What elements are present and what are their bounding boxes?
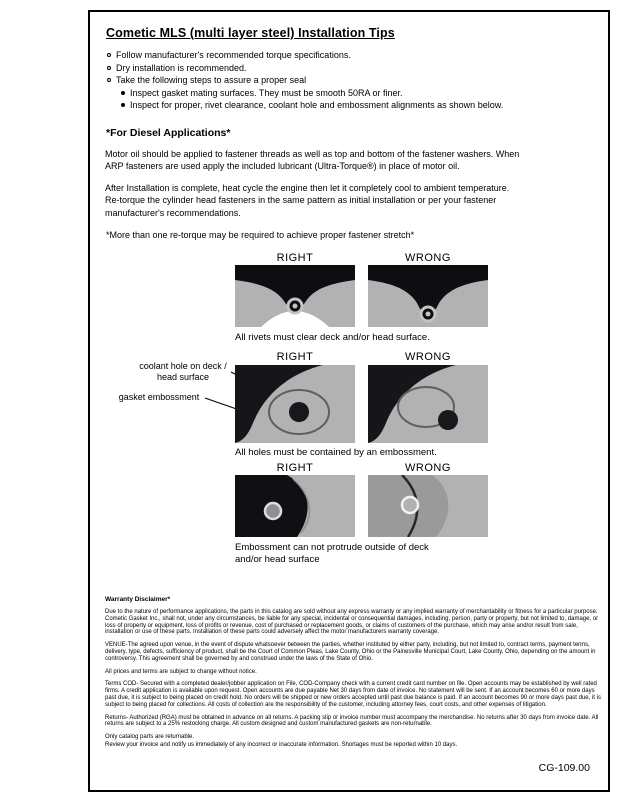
coolant-hole-label: coolant hole on deck / head surface bbox=[139, 361, 227, 382]
circle-bullet-icon bbox=[107, 78, 111, 82]
sub-tip-item bbox=[121, 87, 600, 100]
retorque-note: *More than one re-torque may be required to achieve proper fastener stretch* bbox=[106, 230, 415, 240]
embossment-protrusion-wrong-diagram bbox=[368, 475, 488, 537]
row3-caption-line1: Embossment can not protrude outside of deck bbox=[235, 542, 429, 553]
diesel-paragraph-2: After Installation is complete, heat cycle the engine then let it completely cool to ambient temperature. Re-torque the cylinder head fasteners in the same pattern as initial installation or per your fastener manufacturer's recommendations. bbox=[105, 182, 510, 218]
embossment-containment-right-diagram bbox=[235, 365, 355, 443]
wrong-header-row3: WRONG bbox=[405, 462, 451, 474]
tip-item bbox=[107, 62, 600, 75]
row1-caption: All rivets must clear deck and/or head surface. bbox=[235, 332, 430, 343]
diesel-paragraph-1: Motor oil should be applied to fastener threads as well as top and bottom of the fastener washers. When ARP fasteners are used apply the included lubricant (Ultra-Torque®) in place of motor oil. bbox=[105, 148, 520, 171]
right-header-row1: RIGHT bbox=[276, 252, 314, 264]
row3-caption-line2: and/or head surface bbox=[235, 554, 320, 565]
circle-bullet-icon bbox=[107, 66, 111, 70]
dot-bullet-icon bbox=[121, 103, 125, 107]
sub-tip-text: Inspect for proper, rivet clearance, coolant hole and embossment alignments as shown below. bbox=[130, 100, 504, 110]
tip-text: Follow manufacturer's recommended torque specifications. bbox=[116, 50, 351, 60]
warranty-paragraph: Terms COD- Secured with a completed dealer/jobber application on File, COD-Company check with a current credit card number on file. Open accounts may be established by well rated firms. A credit application is available upon request. Open accounts are due payable Net 30 days from date of invoice. No statement will be sent. If an account becomes 60 or more days past due, it is subject to being placed on credit hold. No orders will be shipped or new orders accepted until past due balance is paid. If an account becomes 90 or more days past due, it is subject to being placed for collections. All costs of collection are the responsibility of the customer, including attorney fees, court costs, and other expenses of litigation. bbox=[105, 681, 601, 708]
warranty-section bbox=[105, 596, 605, 749]
dot-bullet-icon bbox=[121, 91, 125, 95]
sub-tip-item bbox=[121, 99, 600, 112]
page-frame bbox=[88, 10, 610, 792]
sub-tip-text: Inspect gasket mating surfaces. They must be smooth 50RA or finer. bbox=[130, 87, 403, 98]
right-header-row2: RIGHT bbox=[276, 351, 314, 363]
page-title: Cometic MLS (multi layer steel) Installation Tips bbox=[106, 26, 395, 40]
diagram-section bbox=[105, 250, 600, 572]
page-code: CG-109.00 bbox=[538, 762, 590, 774]
warranty-paragraph: Only catalog parts are returnable. bbox=[105, 734, 195, 741]
warranty-paragraph: Due to the nature of performance applications, the parts in this catalog are sold without any express warranty or any implied warranty of merchantability or fitness for a particular purpose. Cometic Gasket Inc., shall not, under any circumstances, be liable for any special, incidental or consequential damages, including, person, party or property, but not limited to, damage, or loss of property or equipment, loss of profits or revenue, cost of purchased or replacement goods, or claims of customers of the purchase, which may arise and/or result from sale, installation or use of these parts. Installation of these parts could adversely affect the motor manufacturers warranty coverage. bbox=[105, 609, 599, 636]
warranty-paragraph: Review your invoice and notify us immediately of any incorrect or inaccurate information. Shortages must be reported within 10 days. bbox=[105, 741, 458, 748]
gasket-embossment-label: gasket embossment bbox=[118, 392, 200, 402]
diesel-applications-heading: *For Diesel Applications* bbox=[106, 126, 231, 139]
rivet-clearance-wrong-diagram bbox=[368, 265, 488, 327]
tip-text: Dry installation is recommended. bbox=[116, 62, 247, 73]
tip-item bbox=[107, 74, 600, 87]
embossment-containment-wrong-diagram bbox=[368, 365, 488, 443]
right-header-row3: RIGHT bbox=[276, 462, 314, 474]
circle-bullet-icon bbox=[107, 53, 111, 57]
warranty-heading: Warranty Disclaimer* bbox=[105, 596, 171, 603]
tip-item bbox=[107, 49, 600, 62]
wrong-header-row2: WRONG bbox=[405, 351, 451, 363]
warranty-paragraph: Returns- Authorized (RGA) must be obtained in advance on all returns. A packing slip or invoice number must accompany the merchandise. No returns after 30 days from invoice date. All returns are subject to a 25% restocking charge. All custom designed and custom manufactured gaskets are non-returnable. bbox=[105, 714, 599, 728]
tips-list bbox=[107, 49, 600, 112]
row2-caption: All holes must be contained by an embossment. bbox=[235, 447, 437, 458]
tip-text: Take the following steps to assure a proper seal bbox=[116, 75, 307, 85]
wrong-header-row1: WRONG bbox=[405, 252, 451, 264]
warranty-paragraph: All prices and terms are subject to change without notice. bbox=[105, 668, 257, 675]
rivet-clearance-right-diagram bbox=[235, 265, 355, 327]
warranty-paragraph: VENUE-The agreed upon venue, in the event of dispute whatsoever between the parties, whether instituted by either party, including, but not limited to, contract terms, payment terms, delivery, type, defects, sufficiency of product, shall be the Court of Common Pleas, Lake County, Ohio or the Painesville Municipal Court, Lake County, Ohio, depending on the amount in controversy. This agreement shall be governed by and construed under the laws of the State of Ohio. bbox=[105, 642, 596, 662]
embossment-protrusion-right-diagram bbox=[235, 475, 355, 537]
pointer-line-icons bbox=[105, 250, 605, 572]
